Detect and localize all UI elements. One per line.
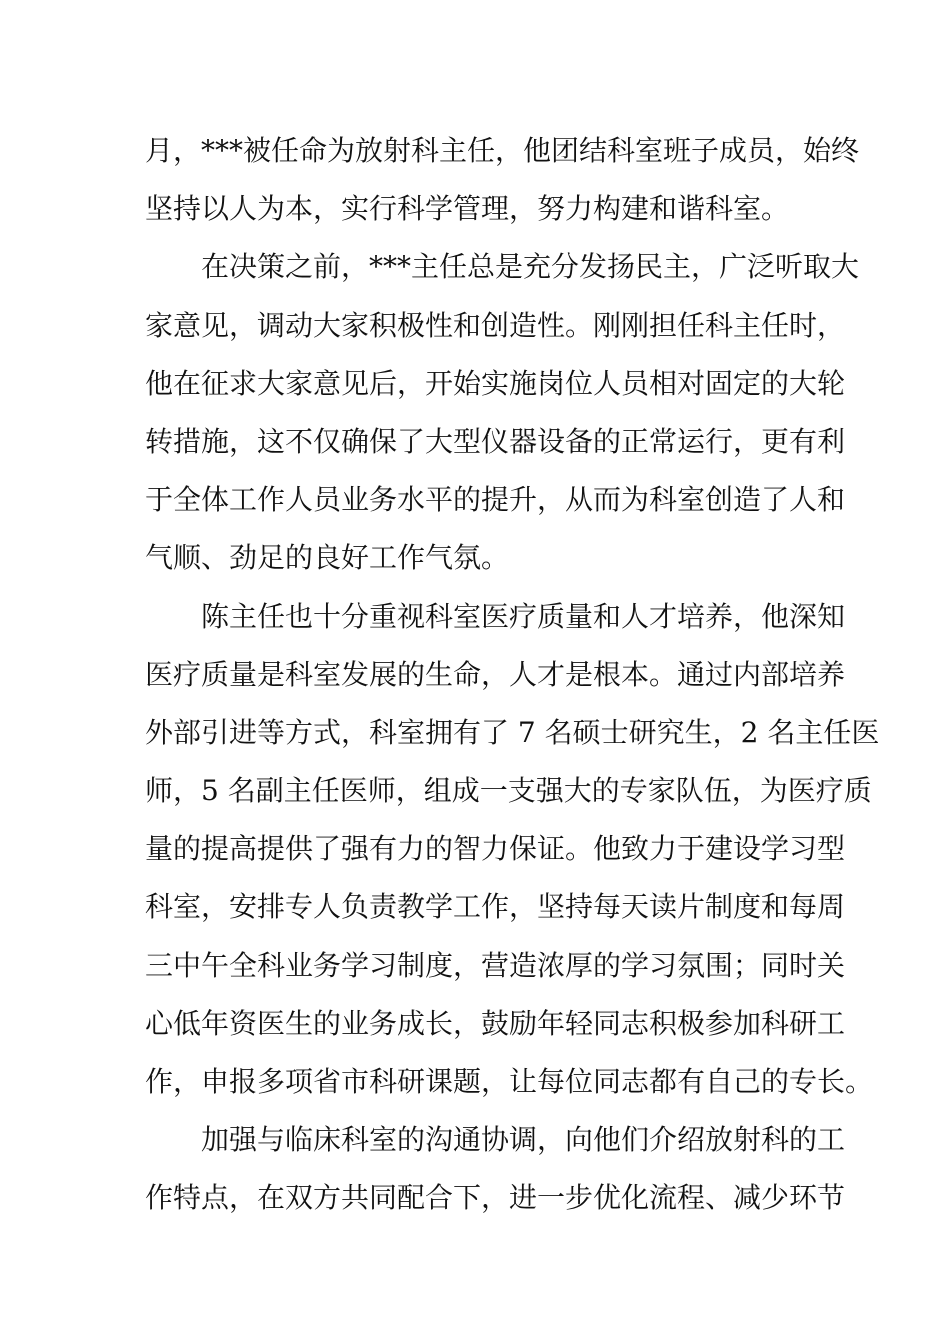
text-line: 作，申报多项省市科研课题，让每位同志都有自己的专长。 xyxy=(145,1065,874,1098)
text-line: 量的提高提供了强有力的智力保证。他致力于建设学习型 xyxy=(145,832,846,866)
text-line: 坚持以人为本，实行科学管理，努力构建和谐科室。 xyxy=(145,192,790,226)
paragraph-first-line: 陈主任也十分重视科室医疗质量和人才培养，他深知 xyxy=(201,599,846,633)
text-line: 科室，安排专人负责教学工作，坚持每天读片制度和每周 xyxy=(145,890,846,924)
text-line: 师，5 名副主任医师，组成一支强大的专家队伍，为医疗质 xyxy=(145,774,872,808)
text-line: 他在征求大家意见后，开始实施岗位人员相对固定的大轮 xyxy=(145,366,846,400)
paragraph-first-line: 加强与临床科室的沟通协调，向他们介绍放射科的工 xyxy=(201,1123,846,1157)
text-line: 三中午全科业务学习制度，营造浓厚的学习氛围；同时关 xyxy=(145,948,846,982)
paragraph-first-line: 在决策之前，***主任总是充分发扬民主，广泛听取大 xyxy=(201,250,860,284)
text-line: 家意见，调动大家积极性和创造性。刚刚担任科主任时， xyxy=(145,308,846,342)
text-line: 作特点，在双方共同配合下，进一步优化流程、减少环节 xyxy=(145,1181,846,1215)
text-line: 心低年资医生的业务成长，鼓励年轻同志积极参加科研工 xyxy=(145,1006,846,1040)
text-line: 月，***被任命为放射科主任，他团结科室班子成员，始终 xyxy=(145,134,860,167)
text-line: 外部引进等方式，科室拥有了 7 名硕士研究生，2 名主任医 xyxy=(145,715,880,749)
text-line: 于全体工作人员业务水平的提升，从而为科室创造了人和 xyxy=(145,483,846,517)
text-line: 医疗质量是科室发展的生命，人才是根本。通过内部培养 xyxy=(145,657,846,691)
text-line: 气顺、劲足的良好工作气氛。 xyxy=(145,541,510,575)
text-line: 转措施，这不仅确保了大型仪器设备的正常运行，更有利 xyxy=(145,424,846,458)
document-body xyxy=(145,122,880,1228)
